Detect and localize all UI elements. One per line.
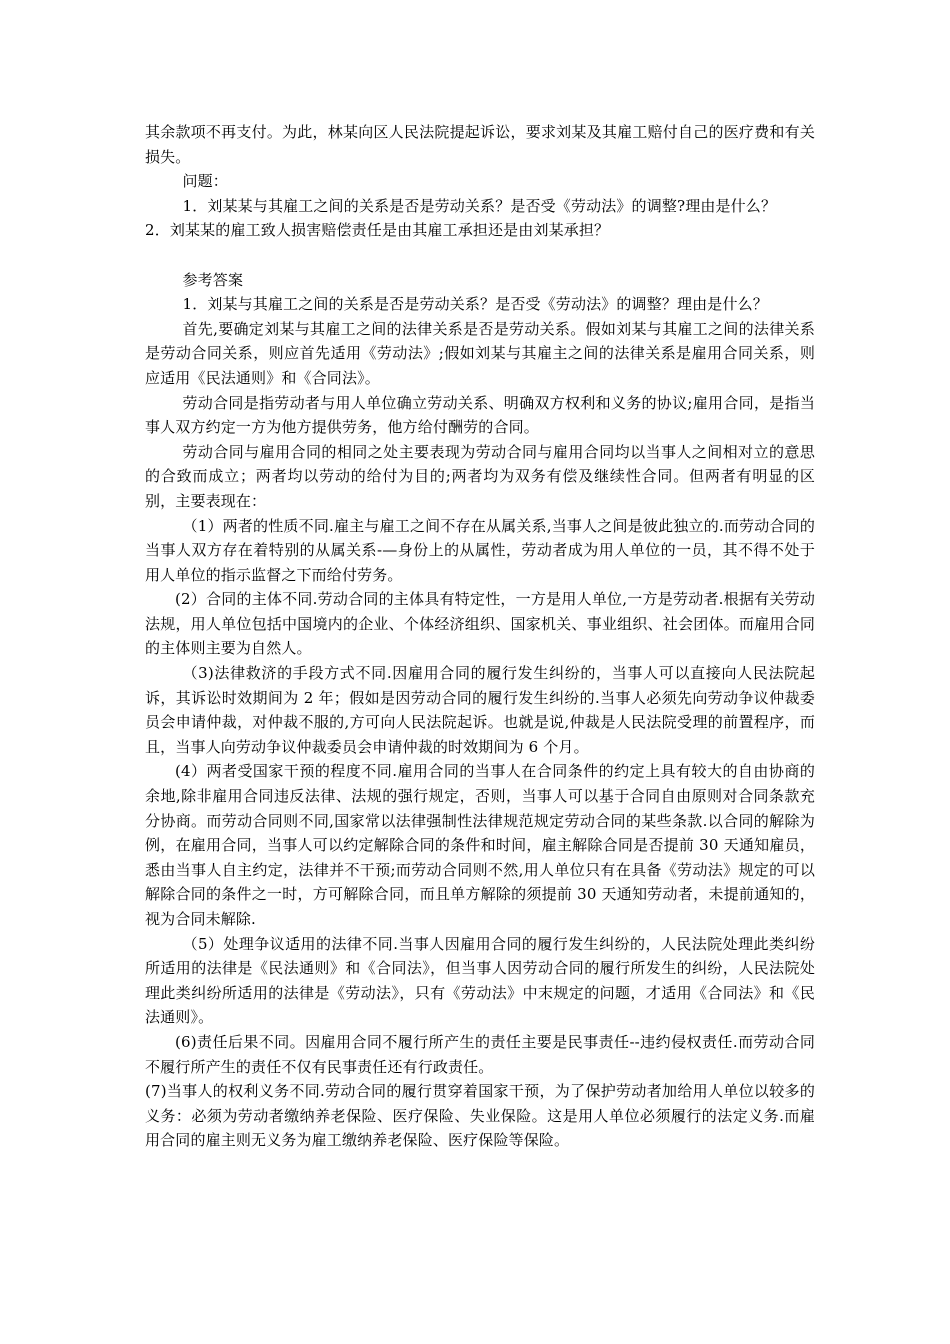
paragraph-difference-1: （1）两者的性质不同.雇主与雇工之间不存在从属关系,当事人之间是彼此独立的.而劳动合同的当事人双方存在着特别的从属关系-—身份上的从属性，劳动者成为用人单位的一员，其不得不处于用人单位的指示监督之下而给付劳务。 <box>145 516 815 584</box>
paragraph-questions-heading: 问题： <box>182 172 228 191</box>
paragraph-difference-6: (6)责任后果不同。因雇用合同不履行所产生的责任主要是民事责任--违约侵权责任.而劳动合同不履行所产生的责任不仅有民事责任还有行政责任。 <box>145 1032 815 1076</box>
paragraph-difference-7: (7)当事人的权利义务不同.劳动合同的履行贯穿着国家干预，为了保护劳动者加给用人单位以较多的义务：必须为劳动者缴纳养老保险、医疗保险、失业保险。这是用人单位必须履行的法定义务.而雇用合同的雇主则无义务为雇工缴纳养老保险、医疗保险等保险。 <box>145 1082 815 1150</box>
blank-line <box>145 243 815 268</box>
paragraph-similarities: 劳动合同与雇用合同的相同之处主要表现为劳动合同与雇用合同均以当事人之间相对立的意思的合致而成立；两者均以劳动的给付为目的;两者均为双务有偿及继续性合同。但两者有明显的区别，主要表现在： <box>145 442 815 510</box>
paragraph-answer-heading: 参考答案 <box>182 270 244 289</box>
paragraph-difference-4: (4）两者受国家干预的程度不同.雇用合同的当事人在合同条件的约定上具有较大的自由协商的余地,除非雇用合同违反法律、法规的强行规定，否则，当事人可以基于合同自由原则对合同条款充分协商。而劳动合同则不同,国家常以法律强制性法律规范规定劳动合同的某些条款.以合同的解除为例，在雇用合同，当事人可以约定解除合同的条件和时间，雇主解除合同是否提前 30 天通知雇员，悉由当事人自主约定，法律并不干预;而劳动合同则不然,用人单位只有在具备《劳动法》规定的可以解除合同的条件之一时，方可解除合同，而且单方解除的须提前 30 天通知劳动者，未提前通知的，视为合同未解除. <box>145 762 815 928</box>
paragraph-difference-5: （5）处理争议适用的法律不同.当事人因雇用合同的履行发生纠纷的，人民法院处理此类纠纷所适用的法律是《民法通则》和《合同法》，但当事人因劳动合同的履行所发生的纠纷，人民法院处理此类纠纷所适用的法律是《劳动法》，只有《劳动法》中末规定的问题，才适用《合同法》和《民法通则》。 <box>145 934 815 1027</box>
paragraph-difference-3: （3)法律救济的手段方式不同.因雇用合同的履行发生纠纷的，当事人可以直接向人民法院起诉，其诉讼时效期间为 2 年；假如是因劳动合同的履行发生纠纷的.当事人必须先向劳动争议仲裁委员会申请仲裁，对仲裁不服的,方可向人民法院起诉。也就是说,仲裁是人民法院受理的前置程序，而且，当事人向劳动争议仲裁委员会申请仲裁的时效期间为 6 个月。 <box>145 664 815 756</box>
paragraph-contract-definitions: 劳动合同是指劳动者与用人单位确立劳动关系、明确双方权利和义务的协议;雇用合同，是指当事人双方约定一方为他方提供劳务，他方给付酬劳的合同。 <box>145 393 815 437</box>
paragraph-answer-question-1: 1．刘某与其雇工之间的关系是否是劳动关系？是否受《劳动法》的调整？理由是什么？ <box>182 295 768 314</box>
paragraph-question-2: 2．刘某某的雇工致人损害赔偿责任是由其雇工承担还是由刘某承担？ <box>145 221 610 240</box>
document-body <box>145 120 815 1153</box>
paragraph-difference-2: (2）合同的主体不同.劳动合同的主体具有特定性，一方是用人单位,一方是劳动者.根据有关劳动法规，用人单位包括中国境内的企业、个体经济组织、国家机关、事业组织、社会团体。而雇用合同的主体则主要为自然人。 <box>145 590 815 658</box>
paragraph-question-1: 1．刘某某与其雇工之间的关系是否是劳动关系？是否受《劳动法》的调整?理由是什么？ <box>182 196 777 215</box>
paragraph-answer-intro: 首先,要确定刘某与其雇工之间的法律关系是否是劳动关系。假如刘某与其雇工之间的法律关系是劳动合同关系，则应首先适用《劳动法》;假如刘某与其雇主之间的法律关系是雇用合同关系，则应适用《民法通则》和《合同法》。 <box>145 319 815 387</box>
paragraph-case-continuation: 其余款项不再支付。为此，林某向区人民法院提起诉讼，要求刘某及其雇工赔付自己的医疗费和有关损失。 <box>145 123 815 166</box>
